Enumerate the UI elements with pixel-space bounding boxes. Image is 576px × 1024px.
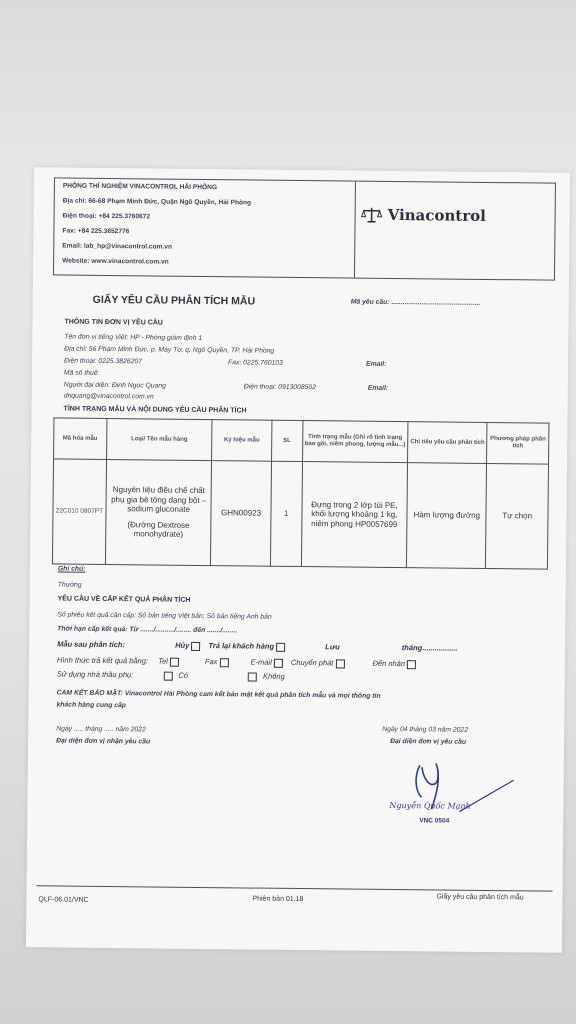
footer-doc-name: Giấy yêu cầu phân tích mẫu (436, 893, 524, 902)
lab-name: PHÒNG THÍ NGHIỆM VINACONTROL HẢI PHÒNG (62, 182, 218, 192)
cell-qty: 1 (270, 461, 302, 566)
tax-code: Mã số thuế: (63, 369, 100, 377)
delivery-courier-label: Chuyển phát (290, 657, 334, 668)
lab-address: Địa chỉ: 66-68 Phạm Minh Đức, Quận Ngô Quyền, Hải Phòng (62, 197, 252, 207)
client-name: Tên đơn vị tiếng Việt: HP - Phòng giám định 1 (64, 333, 203, 342)
footer-divider (37, 885, 553, 891)
subcontract-row (57, 669, 285, 681)
rep-email-label: Email: (367, 384, 389, 392)
cell-name-note: (Đường Dextrose monohydrate) (127, 520, 190, 540)
cell-target: Hàm lượng đường (407, 463, 487, 569)
cell-condition: Đựng trong 2 lớp túi PE, khối lượng khoảng 1 kg, niêm phong HP0057699 (301, 462, 408, 568)
delivery-fax-label: Fax (204, 657, 218, 667)
notes-label: Ghi chú: (57, 565, 86, 573)
delivery-tel-checkbox[interactable] (170, 657, 179, 666)
subcontract-yes-label: Có (178, 670, 189, 680)
opt-return-checkbox[interactable] (276, 642, 285, 651)
col-method: Phương pháp phân tích (487, 422, 549, 464)
col-condition: Tình trạng mẫu (Ghi rõ tình trạng bao gói, niêm phong, lượng mẫu...) (302, 421, 408, 463)
sample-table (52, 417, 550, 569)
client-section-title: THÔNG TIN ĐƠN VỊ YÊU CẦU (64, 318, 163, 327)
stamp-code: VNC 0504 (419, 817, 450, 825)
delivery-label: Hình thức trả kết quả bằng: (56, 655, 149, 666)
cell-symbol: GHN00923 (211, 461, 271, 567)
opt-destroy-label: Hủy (175, 640, 190, 650)
logo-text: Vinacontrol (387, 205, 486, 225)
subcontract-no-label: Không (263, 671, 285, 681)
delivery-row (57, 655, 422, 668)
col-sample-code: Mã hóa mẫu (54, 418, 107, 460)
lab-website: Website: www.vinacontrol.com.vn (62, 257, 169, 266)
result-section-title: YÊU CẦU VỀ CẤP KẾT QUẢ PHÂN TÍCH (57, 595, 191, 604)
client-email-label: Email: (366, 360, 387, 368)
col-sample-name: Loại/ Tên mẫu hàng (106, 418, 212, 460)
after-analysis-label: Mẫu sau phân tích: (57, 639, 126, 650)
result-copies: Số phiếu kết quả cần cấp: Số bản tiếng Việt bản; Số bản tiếng Anh bản (57, 611, 272, 621)
rep-email: dnquang@vinacontrol.com.vn (63, 392, 154, 401)
subcontract-label: Sử dụng nhà thầu phụ: (56, 669, 134, 680)
month-field: tháng................. (401, 643, 458, 653)
delivery-pickup-checkbox[interactable] (407, 660, 416, 669)
col-sample-symbol: Ký hiệu mẫu (212, 420, 272, 462)
sample-section-title: TÌNH TRẠNG MẪU VÀ NỘI DUNG YÊU CẦU PHÂN TÍCH (63, 405, 247, 415)
left-title: Đại diện đơn vị nhận yêu cầu (56, 737, 151, 746)
subcontract-yes-checkbox[interactable] (163, 671, 172, 680)
delivery-email-checkbox[interactable] (274, 658, 283, 667)
cell-name-main: Nguyên liệu điều chế chất phụ gia bê tông dạng bột – sodium gluconate (111, 485, 207, 515)
cell-name (105, 459, 212, 565)
form-paper (26, 167, 570, 953)
opt-return-label: Trả lại khách hàng (208, 641, 275, 651)
header-box (53, 177, 556, 280)
opt-destroy-checkbox[interactable] (191, 641, 200, 650)
right-title: Đại diện đơn vị yêu cầu (390, 737, 467, 746)
delivery-tel-label: Tel (158, 656, 168, 666)
table-header-row (54, 418, 549, 464)
opt-keep-label: Lưu (325, 642, 340, 652)
delivery-pickup-label: Đến nhận (372, 658, 406, 669)
result-deadline: Thời hạn cấp kết quả: Từ ......./........../........ đến ......./........ (57, 625, 238, 635)
client-fax: Fax: 0225.760103 (228, 359, 283, 367)
table-row (52, 459, 548, 569)
representative: Người đại diện: Đinh Ngọc Quang (63, 381, 166, 390)
signer-name: Nguyễn Quốc Mạnh (389, 800, 471, 811)
footer-version: Phiên bản 01.18 (252, 895, 304, 904)
delivery-courier-checkbox[interactable] (335, 659, 344, 668)
delivery-email-label: E-mail (250, 657, 272, 667)
cell-code: 22C010 0807PT (52, 459, 106, 565)
delivery-fax-checkbox[interactable] (219, 658, 228, 667)
after-analysis-row (57, 639, 458, 653)
client-address: Địa chỉ: 56 Phạm Minh Đức, p. Máy Tơ, q. Ngô Quyền, TP. Hải Phòng (64, 345, 275, 355)
col-quantity: SL (271, 420, 302, 461)
cell-method: Tự chọn (486, 463, 549, 569)
commitment-line2: khách hàng cung cấp (56, 701, 127, 710)
footer-code: QLF-06.01/VNC (38, 896, 89, 904)
form-title: GIẤY YÊU CẦU PHÂN TÍCH MẪU (92, 293, 256, 308)
client-phone: Điện thoại: 0225.3826207 (64, 357, 142, 366)
lab-fax: Fax: +84 225.3652776 (62, 227, 130, 236)
col-target: Chỉ tiêu yêu cầu phân tích (408, 422, 488, 464)
lab-email: Email: lab_hp@vinacontrol.com.vn (62, 242, 173, 251)
request-code: Mã yêu cầu: ............................................... (350, 298, 481, 307)
left-date: Ngày ..... tháng ..... năm 2022 (56, 725, 146, 734)
lab-phone: Điện thoại: +84 225.3760672 (62, 212, 151, 221)
subcontract-no-checkbox[interactable] (248, 672, 257, 681)
right-date: Ngày 04 tháng 03 năm 2022 (382, 725, 469, 734)
rep-phone: Điện thoại: 0913008502 (243, 383, 317, 392)
scales-icon (361, 206, 383, 224)
lab-contact-block (54, 178, 356, 277)
vinacontrol-logo (361, 206, 486, 225)
commitment-line1: CAM KẾT BẢO MẬT: Vinacontrol Hải Phòng cam kết bảo mật kết quả phân tích mẫu và mọi thông tin (56, 689, 381, 700)
notes-value: Thường (57, 581, 82, 589)
